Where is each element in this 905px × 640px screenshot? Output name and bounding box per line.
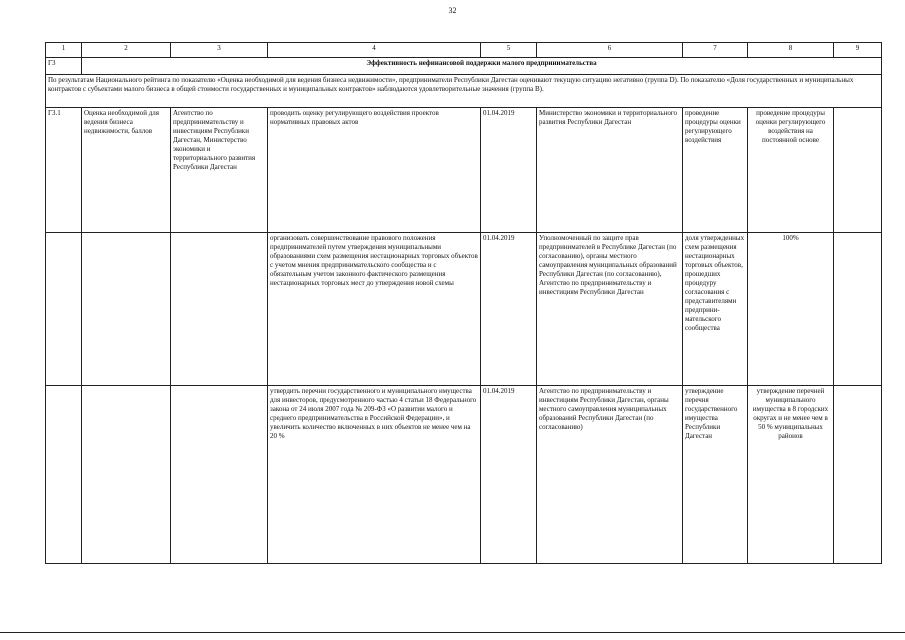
indicator-cell: Оценка необходимой для ведения бизнеса недвижимости, баллов <box>82 108 171 233</box>
executor-cell: Агентство по предпринимательству и инвестициям Республики Дагестан, органы местного самоуправления муниципальных образований Республики Дагестан (по согласованию) <box>537 386 683 564</box>
column-number: 1 <box>46 43 82 58</box>
responsible-cell <box>171 386 268 564</box>
result-indicator-cell: утверждение перечня государственного имущества Республики Дагестан <box>683 386 748 564</box>
executor-cell: Министерство экономики и территориального развития Республики Дагестан <box>537 108 683 233</box>
measure-cell: проводить оценку регулирующего воздействия проектов нормативных правовых актов <box>268 108 481 233</box>
section-row <box>46 58 882 75</box>
row-code: Г3.1 <box>46 108 82 233</box>
page-bottom-divider <box>0 632 905 633</box>
target-value-cell: утверждение перечней муниципального имущества в 8 городских округах и не менее чем в 50 % муниципальных районов <box>748 386 834 564</box>
date-cell: 01.04.2019 <box>481 108 537 233</box>
result-indicator-cell: проведение процедуры оценки регулирующего воздействия <box>683 108 748 233</box>
section-code: Г3 <box>46 58 82 75</box>
column-number: 5 <box>481 43 537 58</box>
column-number: 9 <box>834 43 882 58</box>
extra-cell <box>834 233 882 386</box>
date-cell: 01.04.2019 <box>481 233 537 386</box>
responsible-cell <box>171 233 268 386</box>
target-value-cell: 100% <box>748 233 834 386</box>
column-number: 4 <box>268 43 481 58</box>
target-value-cell: проведение процедуры оценки регулирующего воздействия на постоянной основе <box>748 108 834 233</box>
extra-cell <box>834 108 882 233</box>
date-cell: 01.04.2019 <box>481 386 537 564</box>
measure-cell: организовать совершенствование правового положения предпринимателей путем утверждения муниципальными образованиями схем размещения нестационарных торговых объектов с учетом мнения предпринимательского сообщества и с обязательным учетом законного фактического размещения нестационарных торговых мест до утверждения новой схемы <box>268 233 481 386</box>
row-code <box>46 233 82 386</box>
table-row <box>46 233 882 386</box>
column-number: 7 <box>683 43 748 58</box>
column-number: 8 <box>748 43 834 58</box>
column-number: 3 <box>171 43 268 58</box>
responsible-cell: Агентство по предпринимательству и инвестициям Республики Дагестан, Министерство экономики и территориального развития Республики Дагестан <box>171 108 268 233</box>
column-number: 2 <box>82 43 171 58</box>
indicator-cell <box>82 386 171 564</box>
table-row <box>46 386 882 564</box>
section-title: Эффективность нефинансовой поддержки малого предпринимательства <box>82 58 882 75</box>
table-row <box>46 108 882 233</box>
page-number: 32 <box>448 6 457 15</box>
section-note-row <box>46 75 882 108</box>
result-indicator-cell: доля утвержденных схем размещения нестационарных торговых объектов, прошедших процедуру согласования с представителями предприни-мательского сообщества <box>683 233 748 386</box>
indicator-cell <box>82 233 171 386</box>
measures-table <box>45 42 882 564</box>
executor-cell: Уполномоченный по защите прав предпринимателей в Республике Дагестан (по согласованию), органы местного самоуправления муниципальных образований Республики Дагестан (по согласованию), Агентство по предпринимательству и инвестициям Республики Дагестан <box>537 233 683 386</box>
column-number-row <box>46 43 882 58</box>
extra-cell <box>834 386 882 564</box>
column-number: 6 <box>537 43 683 58</box>
measure-cell: утвердить перечни государственного и муниципального имущества для инвесторов, предусмотренного частью 4 статьи 18 Федерального закона от 24 июля 2007 года № 209-ФЗ «О развитии малого и среднего предпринимательства в Российской Федерации», и увеличить количество включенных в них объектов не менее чем на 20 % <box>268 386 481 564</box>
row-code <box>46 386 82 564</box>
section-note: По результатам Национального рейтинга по показателю «Оценка необходимой для ведения бизнеса недвижимости», предприниматели Республики Дагестан оценивают текущую ситуацию негативно (группа D). По показателю «Доля государственных и муниципальных контрактов с субъектами малого бизнеса в общей стоимости государственных и муниципальных контрактов» наблюдаются удовлетворительные значения (группа B). <box>46 75 882 108</box>
